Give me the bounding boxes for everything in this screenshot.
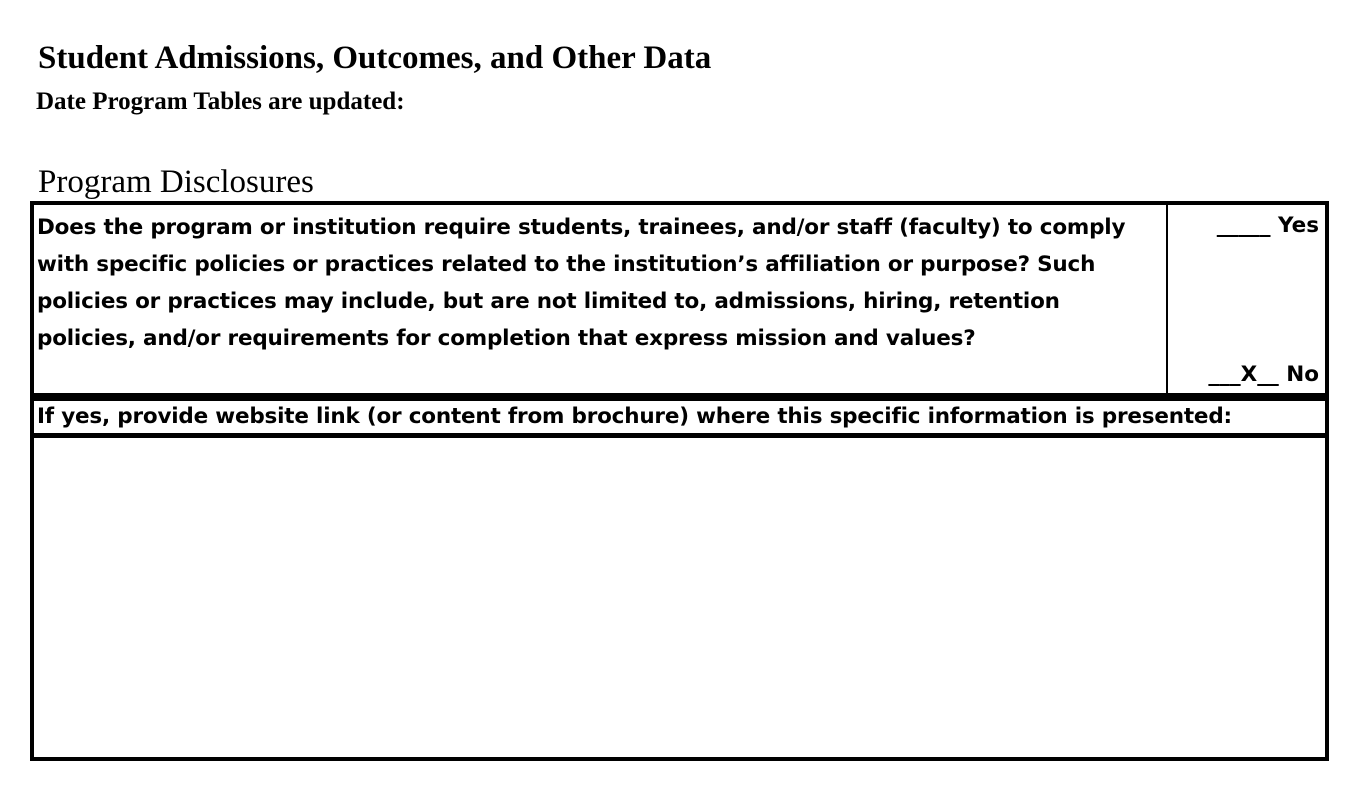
answer-column-divider xyxy=(1166,205,1168,393)
question-text: Does the program or institution require students, trainees, and/or staff (faculty) to comply with specific policies or practices related to the institution’s affiliation or purpose? Such policies or practices may include, but are not limited to, admissions, hiring, retention policies, and/or requirements for completion that express mission and values? xyxy=(37,215,1126,351)
link-prompt-row xyxy=(30,397,1329,437)
disclosure-table xyxy=(30,201,1329,761)
question-row xyxy=(30,201,1329,397)
no-option[interactable]: ___X__ No xyxy=(1208,362,1319,387)
page-title: Student Admissions, Outcomes, and Other Data xyxy=(38,40,712,76)
link-prompt-text: If yes, provide website link (or content from brochure) where this specific information is presented: xyxy=(37,404,1232,429)
date-updated-label: Date Program Tables are updated: xyxy=(36,88,405,115)
section-heading: Program Disclosures xyxy=(38,164,314,200)
response-content-area[interactable] xyxy=(30,434,1329,761)
yes-option[interactable]: _____ Yes xyxy=(1216,213,1319,238)
